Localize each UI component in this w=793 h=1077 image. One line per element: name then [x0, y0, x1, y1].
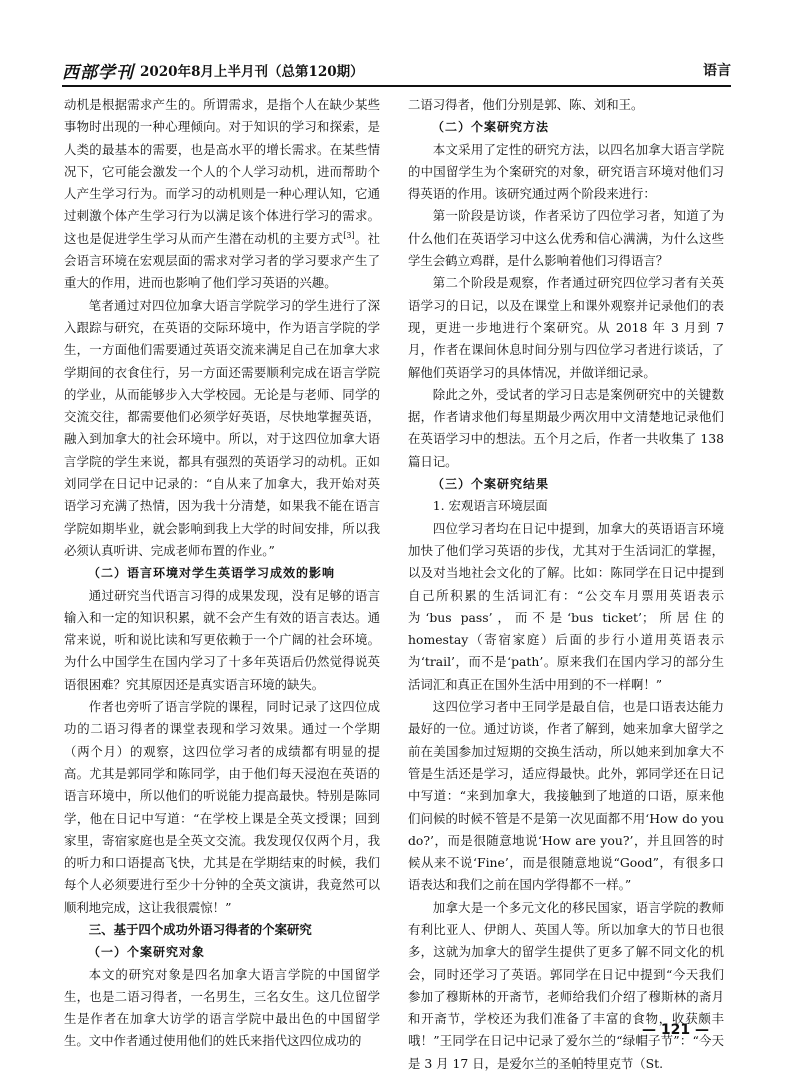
paragraph: 笔者通过对四位加拿大语言学院学习的学生进行了深入跟踪与研究，在英语的交际环境中，作为语言学院的学生，一方面他们需要通过英语交流来满足自己在加拿大求学期间的衣食住行，另一方面还需要顺利完成在语言学院的学业，从而能够步入大学校园。无论是与老师、同学的交流交往，都需要他们必须学好英语，尽快地掌握英语，融入到加拿大的社会环境中。所以，对于这四位加拿大语言学院的学生来说，都具有强烈的英语学习的动机。正如刘同学在日记中记录的：“自从来了加拿大，我开始对英语学习充满了热情，因为我十分清楚，如果我不能在语言学院如期毕业，就会影响到我上大学的时间安排，所以我必须认真听讲、完成老师布置的作业。”	[64, 297, 380, 558]
page-header	[62, 55, 731, 87]
subsection-heading: （一）个案研究对象	[88, 945, 206, 960]
paragraph: 除此之外，受试者的学习日志是案例研究中的关键数据，作者请求他们每星期最少两次用中文清楚地记录他们在英语学习中的想法。五个月之后，作者一共收集了 138 篇日记。	[408, 386, 724, 469]
journal-logo: 西部学刊	[62, 62, 134, 83]
paragraph: 第二个阶段是观察，作者通过研究四位学习者有关英语学习的日记，以及在课堂上和课外观察并记录他们的表现，更进一步地进行个案研究。从 2018 年 3 月到 7 月，作者在课间休息时间分别与四位学习者进行谈话，了解他们英语学习的具体情况，并做详细记录。	[408, 275, 724, 380]
subsection-heading: （二）语言环境对学生英语学习成效的影响	[88, 566, 336, 581]
paragraph-text: 动机是根据需求产生的。所谓需求，是指个人在缺少某些事物时出现的一种心理倾向。对于知识的学习和探索，是人类的最基本的需要，也是高水平的增长需求。在某些情况下，它可能会激发一个人的个人学习动机，进而帮助个人产生学习行为。而学习的动机则是一种心理认知，它通过刺激个体产生学习行为以满足该个体进行学习的需求。这也是促进学生学习从而产生潜在动机的主要方式	[64, 97, 380, 246]
citation-ref: [3]	[343, 230, 355, 240]
left-column	[64, 94, 381, 1049]
paragraph: 二语习得者，他们分别是郭、陈、刘和王。	[408, 97, 644, 112]
paragraph: 通过研究当代语言习得的成果发现，没有足够的语言输入和一定的知识积累，就不会产生有效的语言表达。通常来说，听和说比读和写更依赖于一个广阔的社会环境。为什么中国学生在国内学习了十多年英语后仍然觉得说英语很困难？究其原因还是真实语言环境的缺失。	[64, 587, 380, 692]
paragraph: 四位学习者均在日记中提到，加拿大的英语语言环境加快了他们学习英语的步伐，尤其对于生活词汇的掌握，以及对当地社会文化的了解。比如：陈同学在日记中提到自己所积累的生活词汇有：“公交车月票用英语表示为‘bus pass’，而不是‘bus ticket’；所居住的 homestay（寄宿家庭）后面的步行小道用英语表示为‘trail’，而不是‘path’。原来我们在国内学习的部分生活词汇和真正在国外生活中用到的不一样啊！”	[408, 520, 724, 692]
paragraph: 作者也旁听了语言学院的课程，同时记录了这四位成功的二语习得者的课堂表现和学习效果。通过一个学期（两个月）的观察，这四位学习者的成绩都有明显的提高。尤其是郭同学和陈同学，由于他们每天浸泡在英语的语言环境中，所以他们的听说能力提高最快。特别是陈同学，他在日记中写道：“在学校上课是全英文授课；回到家里，寄宿家庭也是全英文交流。我发现仅仅两个月，我的听力和口语提高飞快，尤其是在学期结束的时候，我们每个人必须要进行至少十分钟的全英文演讲，我竟然可以顺利地完成，这让我很震惊！”	[64, 699, 380, 915]
paragraph: 这四位学习者中王同学是最自信，也是口语表达能力最好的一位。通过访谈，作者了解到，她来加拿大留学之前在美国参加过短期的交换生活动，所以她来到加拿大不管是生活还是学习，适应得最快。此外，郭同学还在日记中写道：“来到加拿大，我接触到了地道的口语，原来他们问候的时候不管是不是第一次见面都不用‘How do you do?’，而是很随意地说‘How are you?’，并且回答的时候从来不说‘Fine’，而是很随意地说“Good”，有很多口语表达和我们之前在国内学得都不一样。”	[408, 699, 724, 893]
subsection-heading: （二）个案研究方法	[432, 120, 550, 135]
subsubsection-heading: 1. 宏观语言环境层面	[432, 498, 548, 514]
paragraph: 本文采用了定性的研究方法，以四名加拿大语言学院的中国留学生为个案研究的对象，研究语言环境对他们习得英语的作用。该研究通过两个阶段来进行：	[408, 141, 724, 202]
subsection-heading: （三）个案研究结果	[432, 477, 550, 492]
paragraph	[64, 94, 380, 295]
paragraph-text: 。社会语言环境在宏观层面的需求对学习者的学习要求产生了重大的作用，进而也影响了他们学习英语的兴趣。	[64, 230, 381, 291]
section-heading: 三、基于四个成功外语习得者的个案研究	[88, 921, 312, 937]
issue-info: 2020年8月上半月刊（总第120期）	[140, 64, 364, 80]
paragraph: 第一阶段是访谈，作者采访了四位学习者，知道了为什么他们在英语学习中这么优秀和信心满满，为什么这些学生会鹤立鸡群，是什么影响着他们习得语言？	[408, 208, 724, 269]
paragraph: 加拿大是一个多元文化的移民国家，语言学院的教师有利比亚人、伊朗人、英国人等。所以加拿大的节日也很多，这就为加拿大的留学生提供了更多了解不同文化的机会，同时还学习了英语。郭同学在日记中提到“今天我们参加了穆斯林的开斋节，老师给我们介绍了穆斯林的斋月和开斋节，学校还为我们准备了丰富的食物，收获颇丰哦！”王同学在日记中记录了爱尔兰的“绿帽子节”：“今天是 3 月 17 日，是爱尔兰的圣帕特里克节（St.	[408, 899, 724, 1071]
section-name: 语言	[703, 63, 731, 79]
page-number: — 121 —	[642, 1022, 709, 1038]
paragraph: 本文的研究对象是四名加拿大语言学院的中国留学生，也是二语习得者，一名男生，三名女生。这几位留学生是作者在加拿大访学的语言学院中最出色的中国留学生。文中作者通过使用他们的姓氏来指代这四位成功的	[64, 966, 380, 1049]
journal-info	[62, 58, 364, 83]
